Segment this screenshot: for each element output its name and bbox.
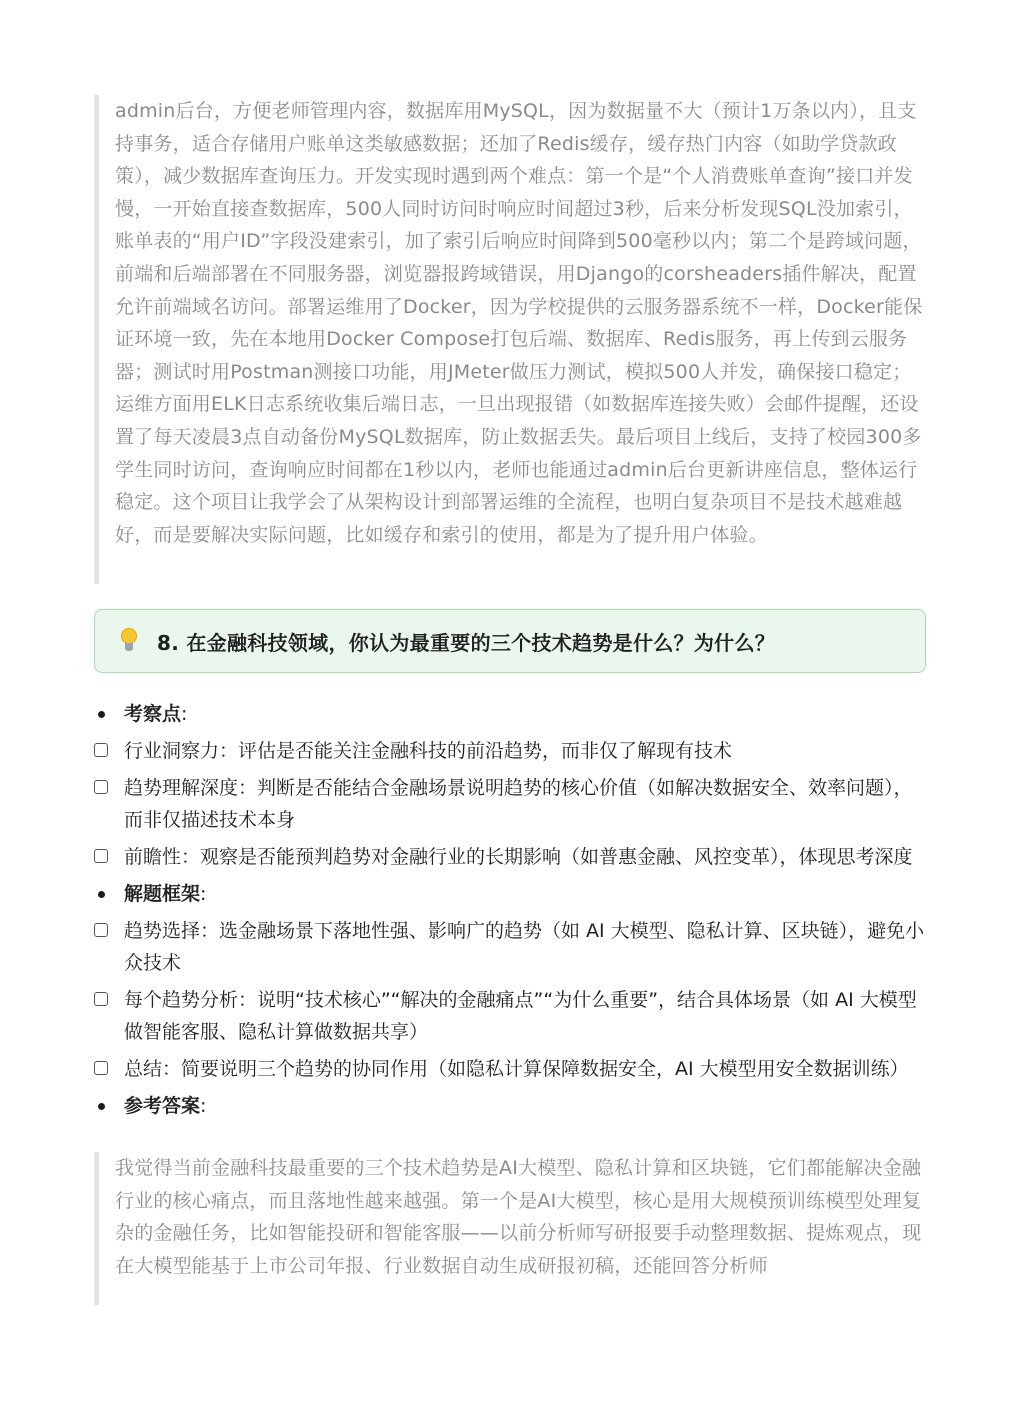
checklist-item <box>94 1053 926 1085</box>
checklist-item-text: 总结：简要说明三个趋势的协同作用（如隐私计算保障数据安全，AI 大模型用安全数据训练） <box>124 1058 909 1080</box>
checkbox[interactable] <box>94 743 108 757</box>
checklist-item-text: 前瞻性：观察是否能预判趋势对金融行业的长期影响（如普惠金融、风控变革），体现思考深度 <box>124 846 913 868</box>
checklist-item <box>94 915 926 979</box>
bullet-dot <box>98 1103 105 1110</box>
checklist-item <box>94 772 926 836</box>
bullet-dot <box>98 711 105 718</box>
checklist-item-text: 行业洞察力：评估是否能关注金融科技的前沿趋势，而非仅了解现有技术 <box>124 740 733 762</box>
reference-answer-text: 我觉得当前金融科技最重要的三个技术趋势是AI大模型、隐私计算和区块链，它们都能解决金融行业的核心痛点，而且落地性越来越强。第一个是AI大模型，核心是用大规模预训练模型处理复杂的金融任务，比如智能投研和智能客服——以前分析师写研报要手动整理数据、提炼观点，现在大模型能基于上市公司年报、行业数据自动生成研报初稿，还能回答分析师 <box>115 1157 922 1277</box>
section-exam-points <box>94 698 926 730</box>
checklist-item-text: 趋势理解深度：判断是否能结合金融场景说明趋势的核心价值（如解决数据安全、效率问题），而非仅描述技术本身 <box>124 777 913 831</box>
answer-quote-text: admin后台，方便老师管理内容，数据库用MySQL，因为数据量不大（预计1万条以内），且支持事务，适合存储用户账单这类敏感数据；还加了Redis缓存，缓存热门内容（如助学贷款政策），减少数据库查询压力。开发实现时遇到两个难点：第一个是“个人消费账单查询”接口并发慢，一开始直接查数据库，500人同时访问时响应时间超过3秒，后来分析发现SQL没加索引，账单表的“用户ID”字段没建索引，加了索引后响应时间降到500毫秒以内；第二个是跨域问题，前端和后端部署在不同服务器，浏览器报跨域错误，用Django的corsheaders插件解决，配置允许前端域名访问。部署运维用了Docker，因为学校提供的云服务器系统不一样，Docker能保证环境一致，先在本地用Docker Compose打包后端、数据库、Redis服务，再上传到云服务器；测试时用Postman测接口功能，用JMeter做压力测试，模拟500人并发，确保接口稳定；运维方面用ELK日志系统收集后端日志，一旦出现报错（如数据库连接失败）会邮件提醒，还设置了每天凌晨3点自动备份MySQL数据库，防止数据丢失。最后项目上线后，支持了校园300多学生同时访问，查询响应时间都在1秒以内，老师也能通过admin后台更新讲座信息，整体运行稳定。这个项目让我学会了从架构设计到部署运维的全流程，也明白复杂项目不是技术越难越好，而是要解决实际问题，比如缓存和索引的使用，都是为了提升用户体验。 <box>115 100 923 546</box>
checklist-item <box>94 735 926 767</box>
section-framework <box>94 878 926 910</box>
label-colon: : <box>200 1095 207 1117</box>
section-label: 参考答案 <box>124 1095 201 1117</box>
lightbulb-icon <box>119 628 139 654</box>
section-answer <box>94 1090 926 1122</box>
bullet-dot <box>98 891 105 898</box>
reference-answer-quote <box>94 1152 926 1305</box>
checkbox[interactable] <box>94 849 108 863</box>
checklist-item-text: 趋势选择：选金融场景下落地性强、影响广的趋势（如 AI 大模型、隐私计算、区块链），避免小众技术 <box>124 920 925 974</box>
checkbox[interactable] <box>94 1061 108 1075</box>
question-callout <box>94 609 926 673</box>
answer-quote-block <box>94 95 926 584</box>
checklist-item <box>94 984 926 1048</box>
checkbox[interactable] <box>94 923 108 937</box>
section-label: 解题框架 <box>124 883 201 905</box>
section-label: 考察点 <box>124 703 182 725</box>
question-title: 8. 在金融科技领域，你认为最重要的三个技术趋势是什么？为什么？ <box>157 630 776 655</box>
checklist-item-text: 每个趋势分析：说明“技术核心”“解决的金融痛点”“为什么重要”，结合具体场景（如 AI 大模型做智能客服、隐私计算做数据共享） <box>124 989 917 1043</box>
document-page <box>94 95 926 1305</box>
checkbox[interactable] <box>94 992 108 1006</box>
question-outline <box>94 698 926 1122</box>
label-colon: : <box>181 703 188 725</box>
label-colon: : <box>200 883 207 905</box>
checklist-item <box>94 841 926 873</box>
checkbox[interactable] <box>94 780 108 794</box>
